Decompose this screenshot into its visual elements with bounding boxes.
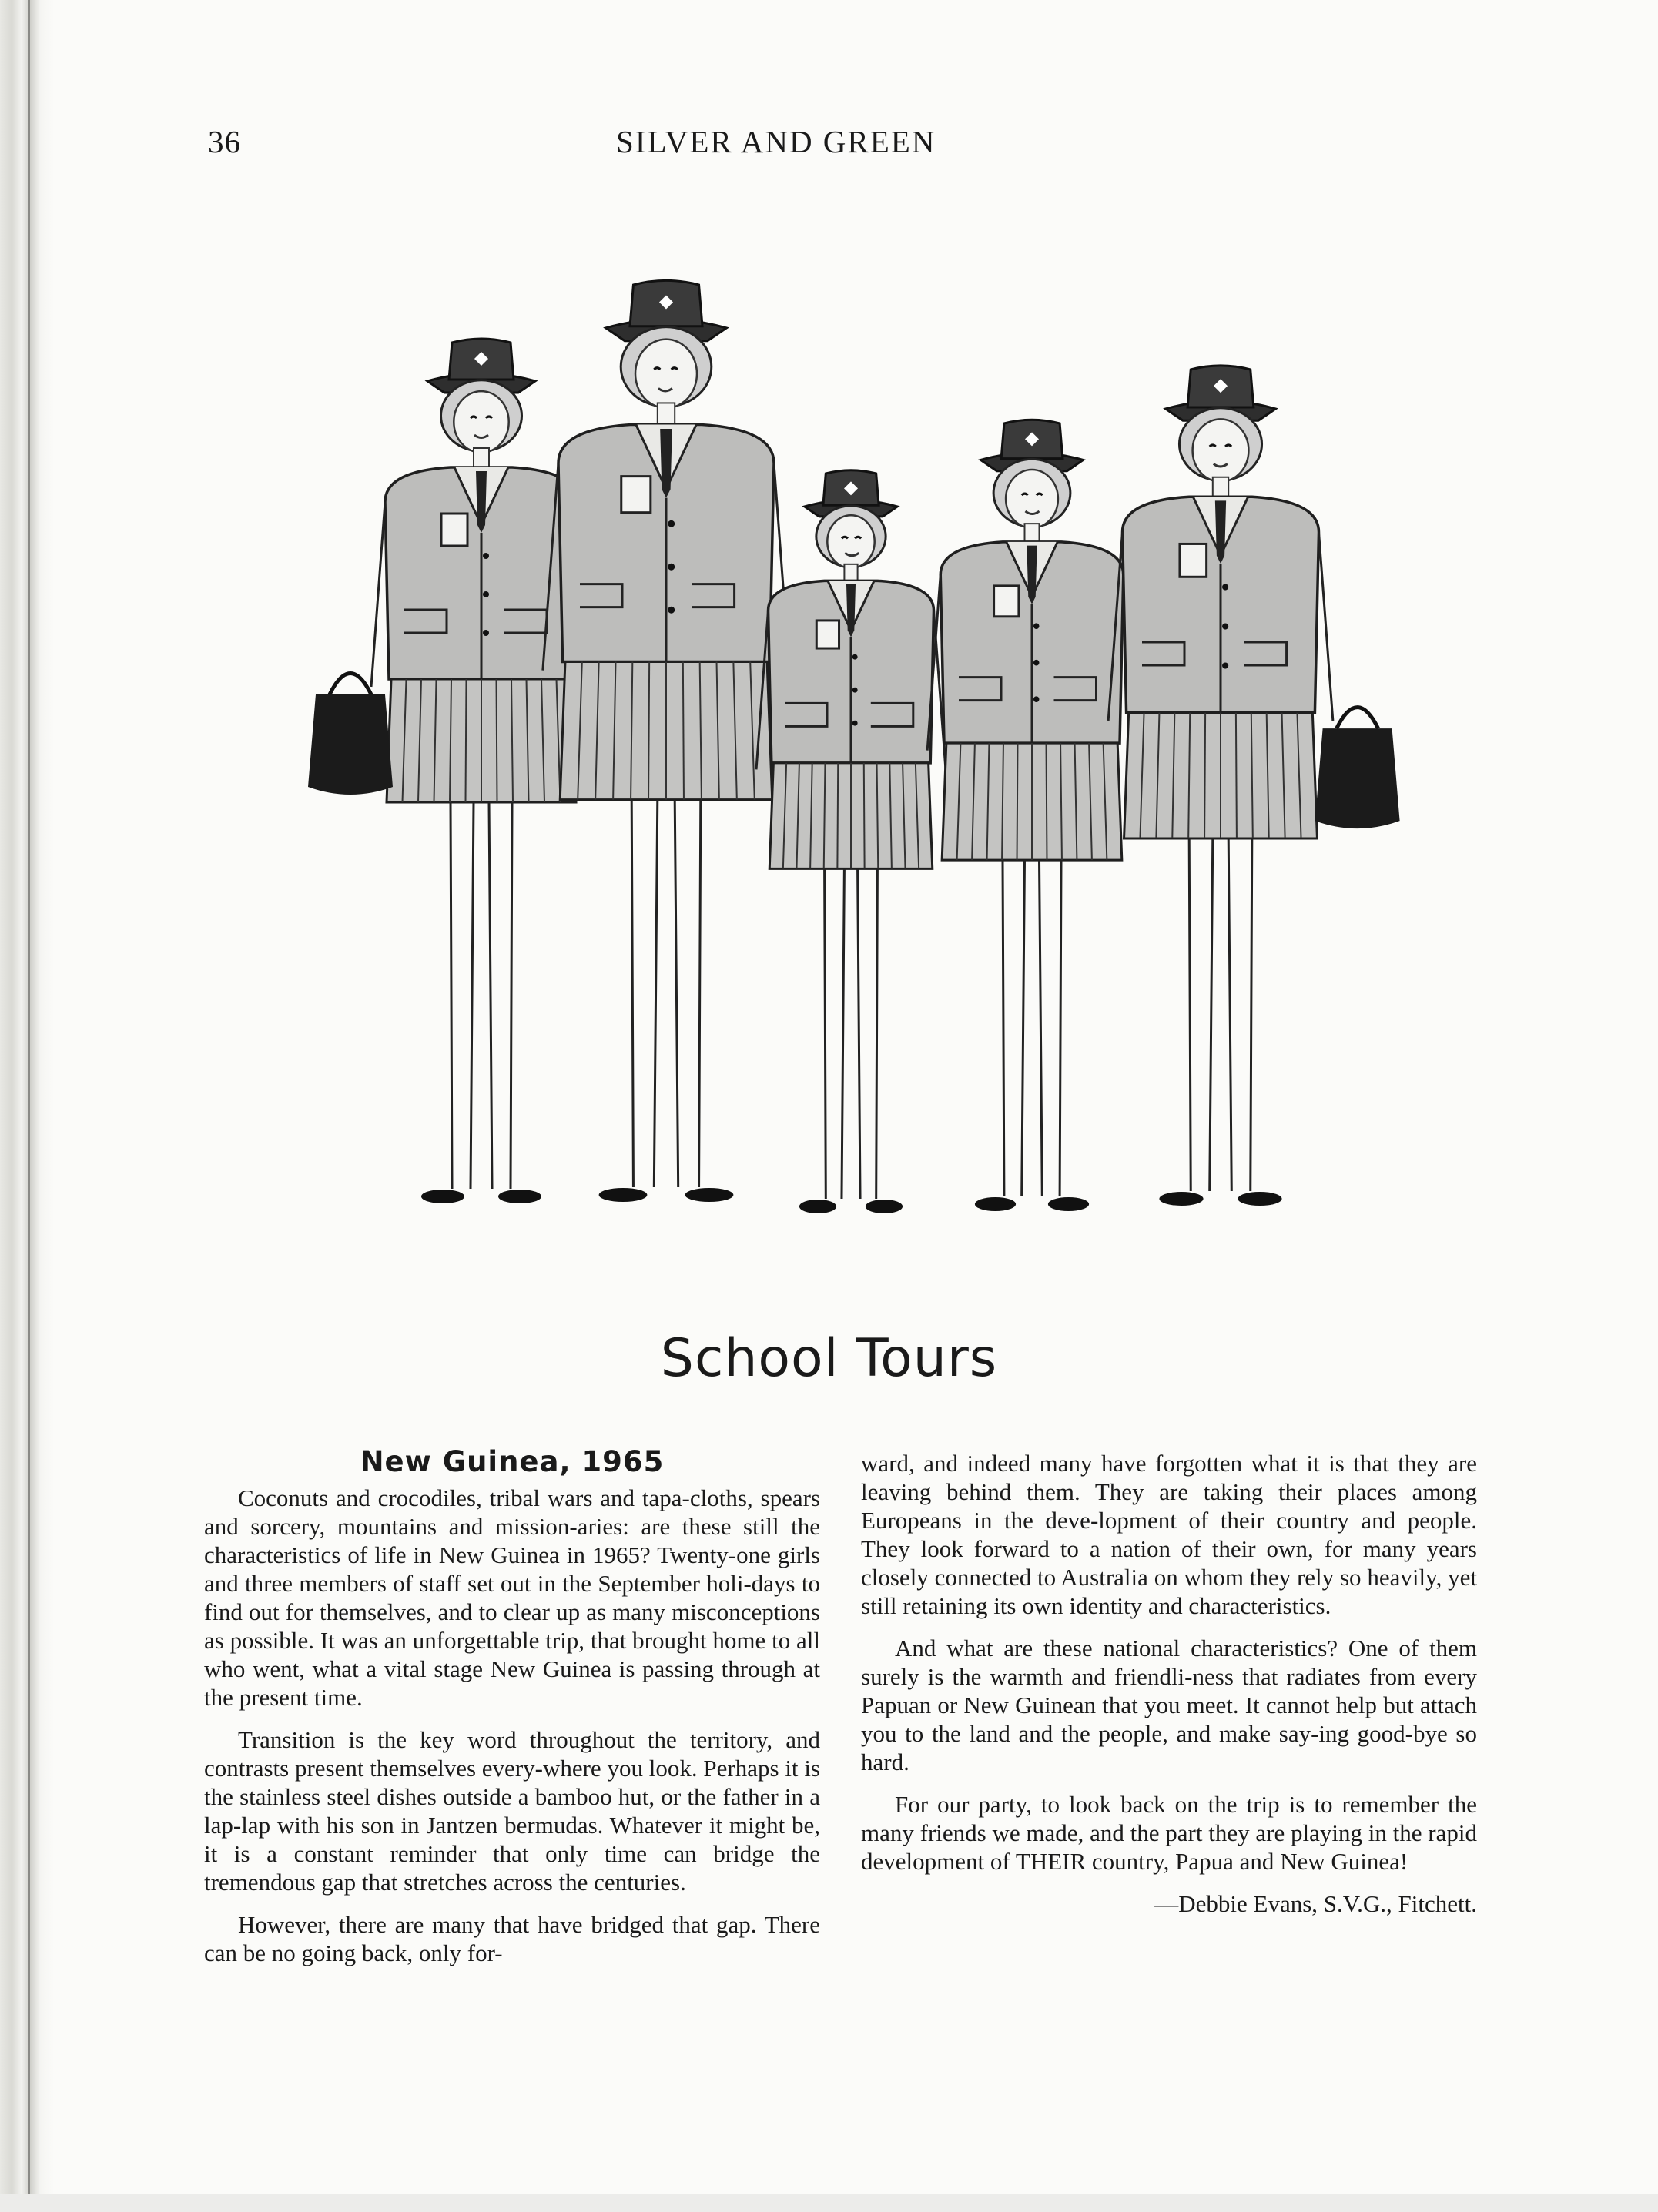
- left-column: [204, 1447, 820, 1981]
- paragraph: And what are these national characteristics? One of them surely is the warmth and friendli-ness that radiates from every Papuan or New Guinean that you meet. It cannot help but attach you to the land and the people, and make say-ing good-bye so hard.: [861, 1635, 1477, 1775]
- paragraph: Transition is the key word throughout the territory, and contrasts present themselves every-where you look. Perhaps it is the stainless steel dishes outside a bamboo hut, or the father in a lap-lap with his son in Jantzen bermudas. Whatever it might be, it is a constant reminder that only time can bridge the tremendous gap that stretches across the centuries.: [204, 1726, 820, 1896]
- book-spine-edge: [0, 0, 54, 2212]
- paragraph: However, there are many that have bridged that gap. There can be no going back, only for-: [204, 1911, 820, 1966]
- running-title: SILVER AND GREEN: [616, 124, 936, 159]
- paragraph: For our party, to look back on the trip is to remember the many friends we made, and the part they are playing in the rapid development of THEIR country, Papua and New Guinea!: [861, 1791, 1477, 1875]
- uniformed-schoolgirls-drawing-icon: [285, 269, 1417, 1224]
- schoolgirl-figure: [308, 339, 591, 1203]
- article-subtitle: New Guinea, 1965: [360, 1445, 665, 1478]
- page-bottom-edge: [0, 2194, 1658, 2212]
- schoolgirl-figure: [1108, 366, 1399, 1206]
- article-title: School Tours: [660, 1328, 998, 1389]
- paragraph: ward, and indeed many have forgotten what it is that they are leaving behind them. They are taking their places among Europeans in the deve-lopment of their country and people. They look forward to a nation of their own, for many years closely connected to Australia on whom they rely so heavily, yet still retaining its own identity and characteristics.: [861, 1450, 1477, 1619]
- schoolgirl-figure: [543, 280, 789, 1202]
- author-signature: —Debbie Evans, S.V.G., Fitchett.: [1154, 1890, 1477, 1917]
- schoolgirl-figure: [756, 470, 946, 1213]
- page-number: 36: [208, 124, 241, 159]
- right-column: [861, 1449, 1477, 1918]
- schoolgirl-figure: [927, 420, 1137, 1211]
- paragraph: Coconuts and crocodiles, tribal wars and tapa-cloths, spears and sorcery, mountains and mission-aries: are these still the characteristics of life in New Guinea in 1965? Twenty-one girls and three members of staff set out in the September holi-days to find out for themselves, and to clear up as many misconceptions as possible. It was an unforgettable trip, that brought home to all who went, what a vital stage New Guinea is passing through at the present time.: [204, 1484, 820, 1711]
- gutter-line: [28, 0, 30, 2212]
